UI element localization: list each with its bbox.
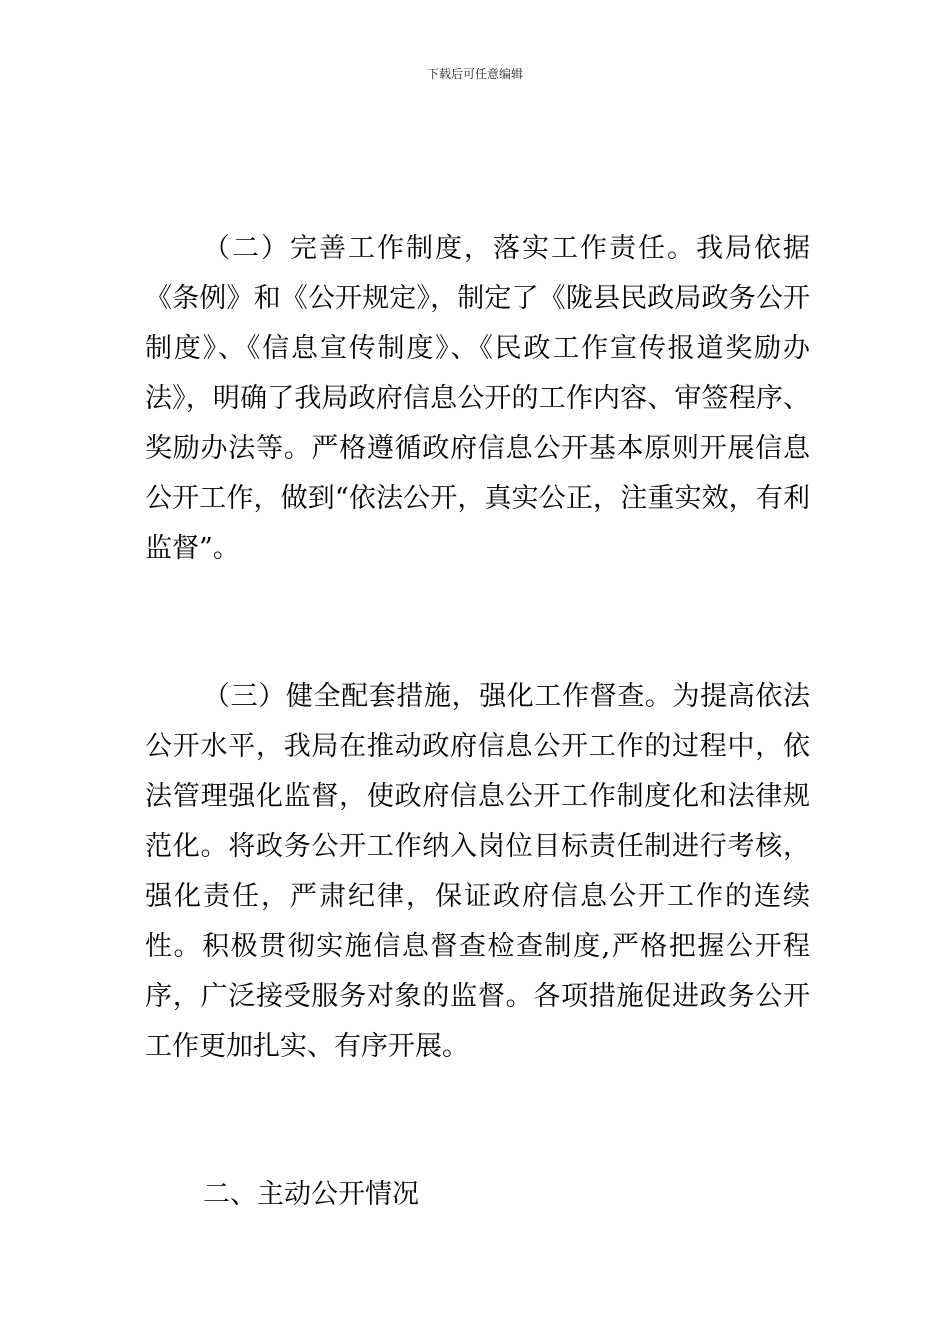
paragraph-work-system: （二）完善工作制度，落实工作责任。我局依据《条例》和《公开规定》，制定了《陇县民政局政务公开制度》、《信息宣传制度》、《民政工作宣传报道奖励办法》，明确了我局政府信息公开的工作内容、审签程序、奖励办法等。严格遵循政府信息公开基本原则开展信息公开工作，做到“依法公开，真实公正，注重实效，有利监督”。 xyxy=(145,233,810,564)
section-heading: 二、主动公开情况 xyxy=(203,1179,419,1210)
paragraph-supporting-measures: （三）健全配套措施，强化工作督查。为提高依法公开水平，我局在推动政府信息公开工作的过程中，依法管理强化监督，使政府信息公开工作制度化和法律规范化。将政务公开工作纳入岗位目标责任制进行考核，强化责任，严肃纪律，保证政府信息公开工作的连续性。积极贯彻实施信息督查检查制度,严格把握公开程序，广泛接受服务对象的监督。各项措施促进政务公开工作更加扎实、有序开展。 xyxy=(145,681,810,1062)
page-header-note: 下载后可任意编辑 xyxy=(426,67,523,81)
